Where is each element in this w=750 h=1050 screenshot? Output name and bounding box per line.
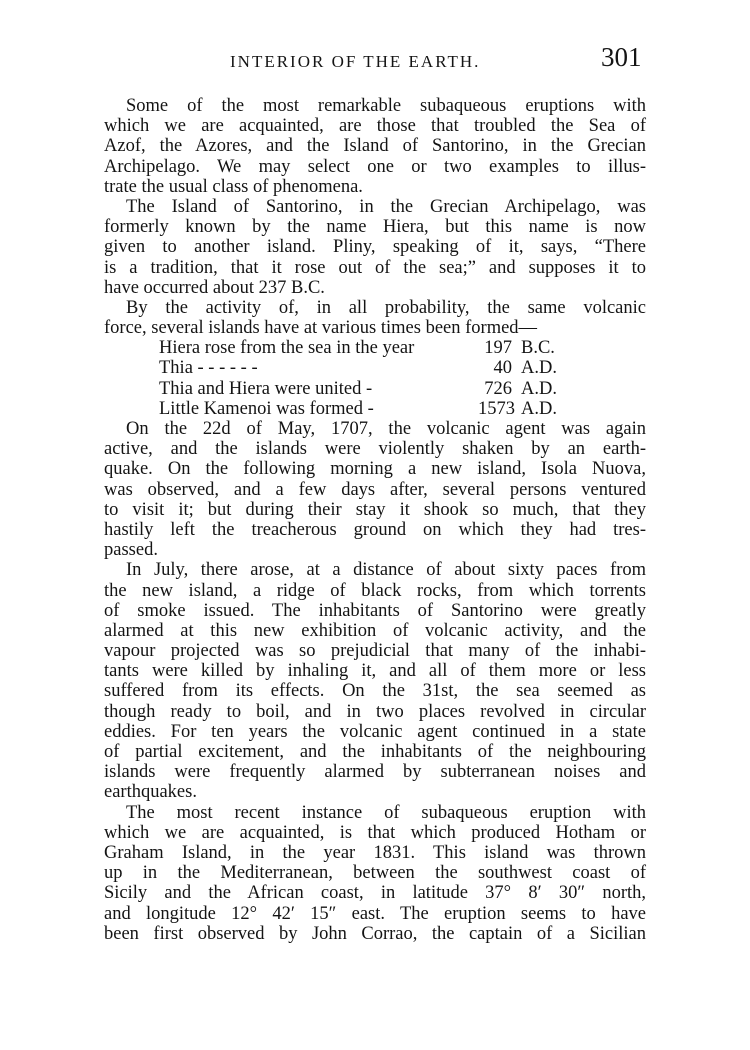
text-line: is a tradition, that it rose out of the sea;” and supposes it to — [104, 257, 646, 278]
text-line: suffered from its effects. On the 31st, the sea seemed as — [104, 681, 646, 702]
text-line: quake. On the following morning a new island, Isola Nuova, — [104, 459, 646, 480]
text-line: The most recent instance of subaqueous eruption with — [126, 802, 646, 823]
text-line: Archipelago. We may select one or two examples to illus- — [104, 156, 646, 177]
text-line: was observed, and a few days after, several persons ventured — [104, 479, 646, 500]
text-line: active, and the islands were violently shaken by an earth- — [104, 439, 646, 460]
text-line: up in the Mediterranean, between the southwest coast of — [104, 863, 646, 884]
table-description: Little Kamenoi was formed - — [159, 398, 374, 419]
text-line: of partial excitement, and the inhabitants of the neighbouring — [104, 742, 646, 762]
running-head — [0, 40, 750, 80]
text-line: force, several islands have at various times been formed— — [104, 318, 538, 339]
text-line: trate the usual class of phenomena. — [104, 176, 363, 197]
table-era: A.D. — [521, 358, 557, 379]
text-line: though ready to boil, and in two places revolved in circular — [104, 701, 646, 722]
text-line: Some of the most remarkable subaqueous eruptions with — [126, 96, 646, 116]
table-row — [104, 358, 646, 378]
running-title: INTERIOR OF THE EARTH. — [230, 52, 481, 71]
text-line: which we are acquainted, are those that troubled the Sea of — [104, 116, 646, 137]
table-description: Thia - - - - - - — [159, 358, 258, 379]
text-line: On the 22d of May, 1707, the volcanic agent was again — [126, 419, 646, 439]
text-line: The Island of Santorino, in the Grecian Archipelago, was — [126, 196, 646, 217]
island-formation-table — [104, 338, 646, 419]
text-line: have occurred about 237 B.C. — [104, 277, 325, 298]
text-line: of smoke issued. The inhabitants of Santorino were greatly — [104, 600, 646, 621]
text-line: hastily left the treacherous ground on which they had tres- — [104, 519, 646, 540]
table-row — [104, 399, 646, 419]
text-line: been first observed by John Corrao, the captain of a Sicilian — [104, 923, 646, 944]
text-line: and longitude 12° 42′ 15″ east. The eruption seems to have — [104, 903, 646, 924]
table-row — [104, 379, 646, 399]
text-line: alarmed at this new exhibition of volcanic activity, and the — [104, 620, 646, 641]
page-number: 301 — [601, 42, 642, 72]
text-line: vapour projected was so prejudicial that many of the inhabi- — [104, 641, 646, 662]
table-era: A.D. — [521, 398, 557, 419]
text-line: formerly known by the name Hiera, but this name is now — [104, 217, 646, 238]
text-line: which we are acquainted, is that which produced Hotham or — [104, 822, 646, 843]
table-row — [104, 338, 646, 358]
table-description: Thia and Hiera were united - — [159, 378, 373, 399]
text-line: the new island, a ridge of black rocks, from which torrents — [104, 580, 646, 601]
body-text — [104, 96, 646, 944]
table-year: 726 — [484, 378, 512, 399]
table-year: 40 — [493, 358, 512, 379]
table-year: 1573 — [478, 398, 515, 419]
text-line: eddies. For ten years the volcanic agent continued in a state — [104, 721, 646, 742]
text-line: passed. — [104, 540, 158, 561]
table-era: B.C. — [521, 338, 555, 359]
text-line: to visit it; but during their stay it shook so much, that they — [104, 499, 646, 520]
table-year: 197 — [484, 338, 512, 359]
text-line: By the activity of, in all probability, the same volcanic — [126, 297, 646, 318]
text-line: In July, there arose, at a distance of about sixty paces from — [126, 560, 646, 581]
table-description: Hiera rose from the sea in the year — [159, 338, 415, 359]
text-line: Graham Island, in the year 1831. This island was thrown — [104, 842, 646, 863]
text-line: Sicily and the African coast, in latitude 37° 8′ 30″ north, — [104, 883, 646, 904]
text-line: given to another island. Pliny, speaking of it, says, “There — [104, 237, 646, 258]
text-line: Azof, the Azores, and the Island of Santorino, in the Grecian — [104, 136, 646, 157]
table-era: A.D. — [521, 378, 557, 399]
text-line: islands were frequently alarmed by subterranean noises and — [104, 762, 646, 783]
text-line: tants were killed by inhaling it, and all of them more or less — [104, 661, 646, 682]
text-line: earthquakes. — [104, 782, 197, 803]
